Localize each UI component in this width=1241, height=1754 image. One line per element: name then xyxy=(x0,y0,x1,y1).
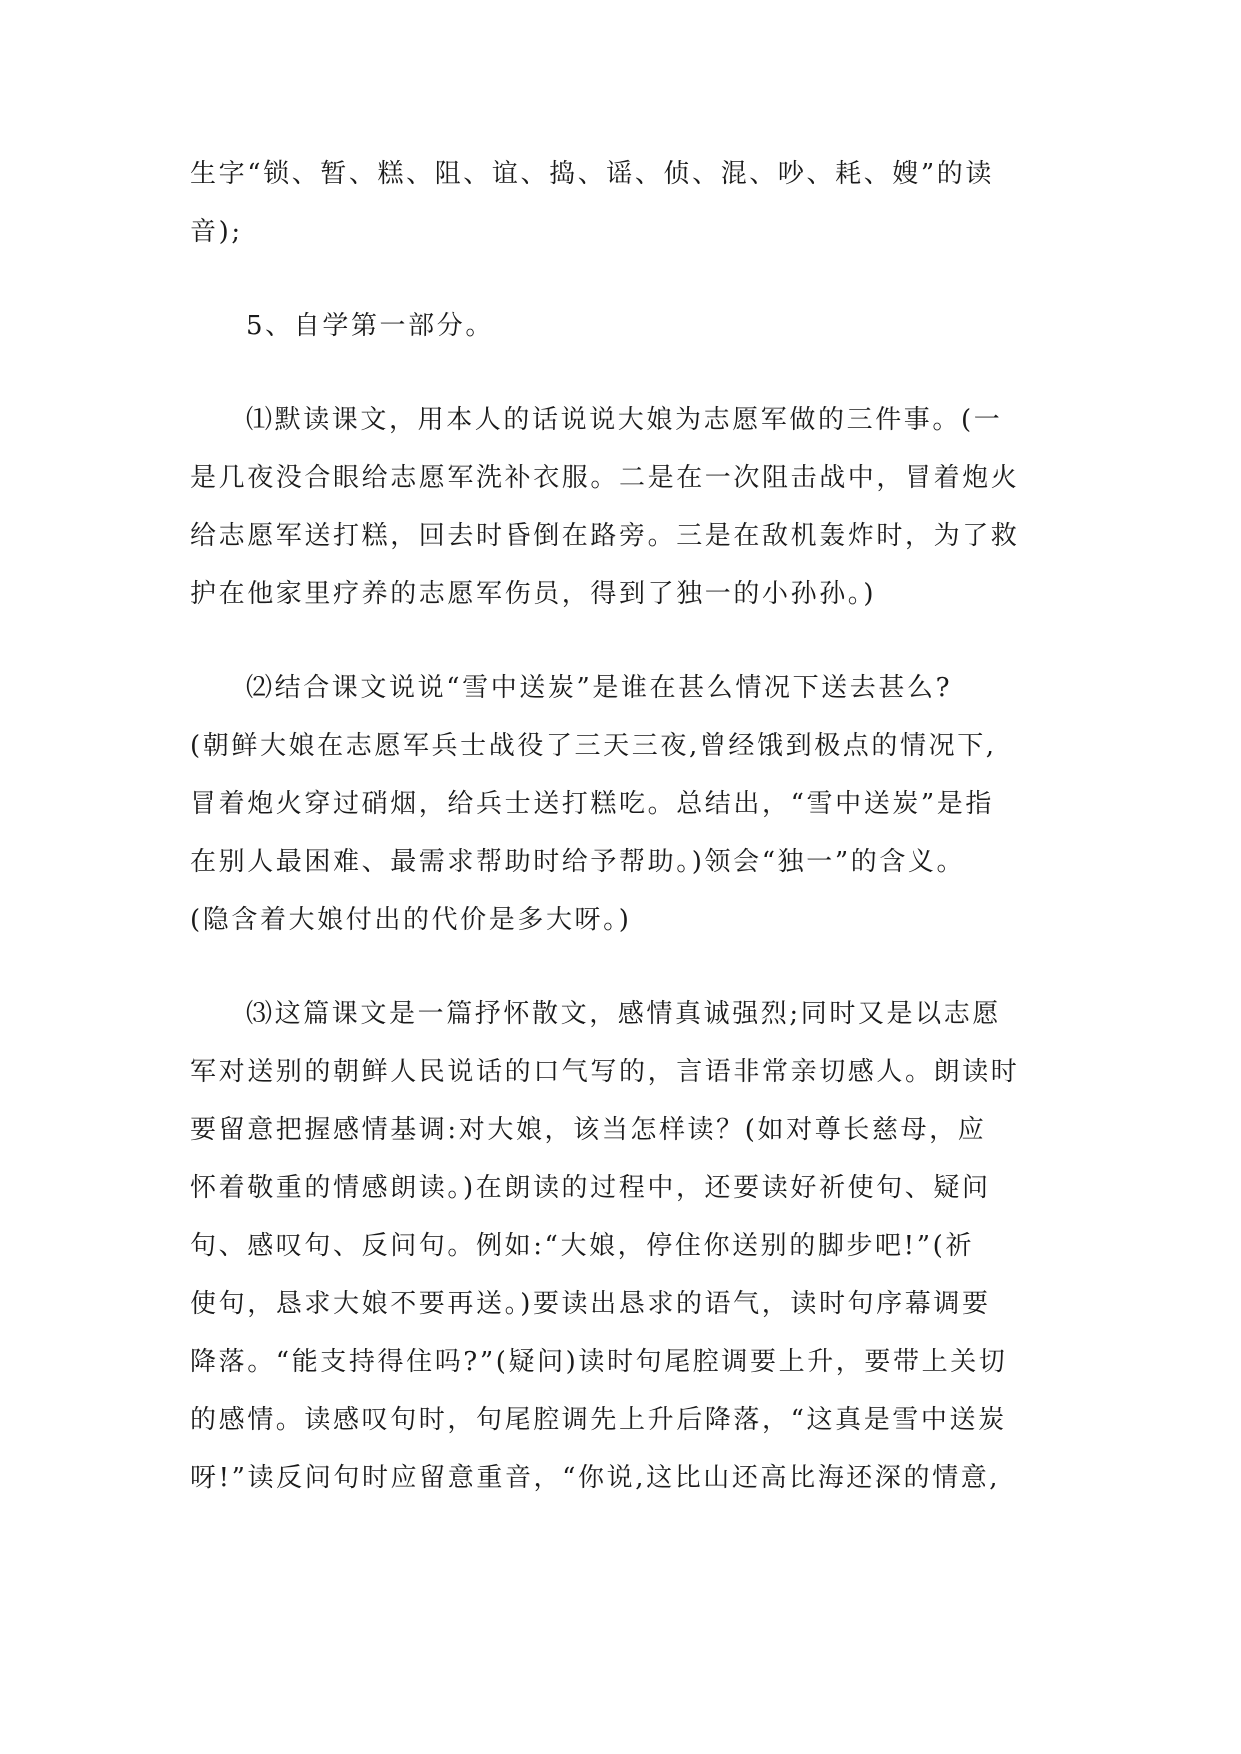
section-heading: 5、自学第一部分。 xyxy=(246,311,494,341)
document-page xyxy=(190,145,1050,1507)
text-line: ⑵结合课文说说“雪中送炭”是谁在甚么情况下送去甚么? xyxy=(246,673,953,703)
text-line: 的感情。读感叹句时，句尾腔调先上升后降落，“这真是雪中送炭 xyxy=(190,1405,1007,1435)
text-line: 给志愿军送打糕，回去时昏倒在路旁。三是在敌机轰炸时，为了救 xyxy=(190,521,1020,551)
text-line: 要留意把握感情基调:对大娘，该当怎样读？(如对尊长慈母，应 xyxy=(190,1115,987,1145)
paragraph-gap xyxy=(190,261,1050,297)
text-line: 音); xyxy=(190,217,243,247)
text-line: (朝鲜大娘在志愿军兵士战役了三天三夜,曾经饿到极点的情况下, xyxy=(190,731,997,761)
text-line: 呀!”读反问句时应留意重音，“你说,这比山还高比海还深的情意, xyxy=(190,1463,1001,1493)
text-line: 护在他家里疗养的志愿军伤员，得到了独一的小孙孙。) xyxy=(190,579,877,609)
text-line: 句、感叹句、反问句。例如:“大娘，停住你送别的脚步吧!”(祈 xyxy=(190,1231,974,1261)
text-line: ⑴默读课文，用本人的话说说大娘为志愿军做的三件事。(一 xyxy=(246,405,1003,435)
paragraph-gap xyxy=(190,949,1050,985)
text-line: 在别人最困难、最需求帮助时给予帮助。)领会“独一”的含义。 xyxy=(190,847,966,877)
text-line: (隐含着大娘付出的代价是多大呀。) xyxy=(190,905,632,935)
text-line: 军对送别的朝鲜人民说话的口气写的，言语非常亲切感人。朗读时 xyxy=(190,1057,1020,1087)
paragraph-gap xyxy=(190,623,1050,659)
text-line: ⑶这篇课文是一篇抒怀散文，感情真诚强烈;同时又是以志愿 xyxy=(246,999,1001,1029)
text-line: 使句，恳求大娘不要再送。)要读出恳求的语气，读时句序幕调要 xyxy=(190,1289,991,1319)
text-line: 生字“锁、暂、糕、阻、谊、捣、谣、侦、混、吵、耗、嫂”的读 xyxy=(190,159,994,189)
text-line: 是几夜没合眼给志愿军洗补衣服。二是在一次阻击战中，冒着炮火 xyxy=(190,463,1020,493)
text-line: 怀着敬重的情感朗读。)在朗读的过程中，还要读好祈使句、疑问 xyxy=(190,1173,991,1203)
paragraph-gap xyxy=(190,355,1050,391)
text-line: 冒着炮火穿过硝烟，给兵士送打糕吃。总结出，“雪中送炭”是指 xyxy=(190,789,994,819)
text-line: 降落。“能支持得住吗?”(疑问)读时句尾腔调要上升，要带上关切 xyxy=(190,1347,1008,1377)
